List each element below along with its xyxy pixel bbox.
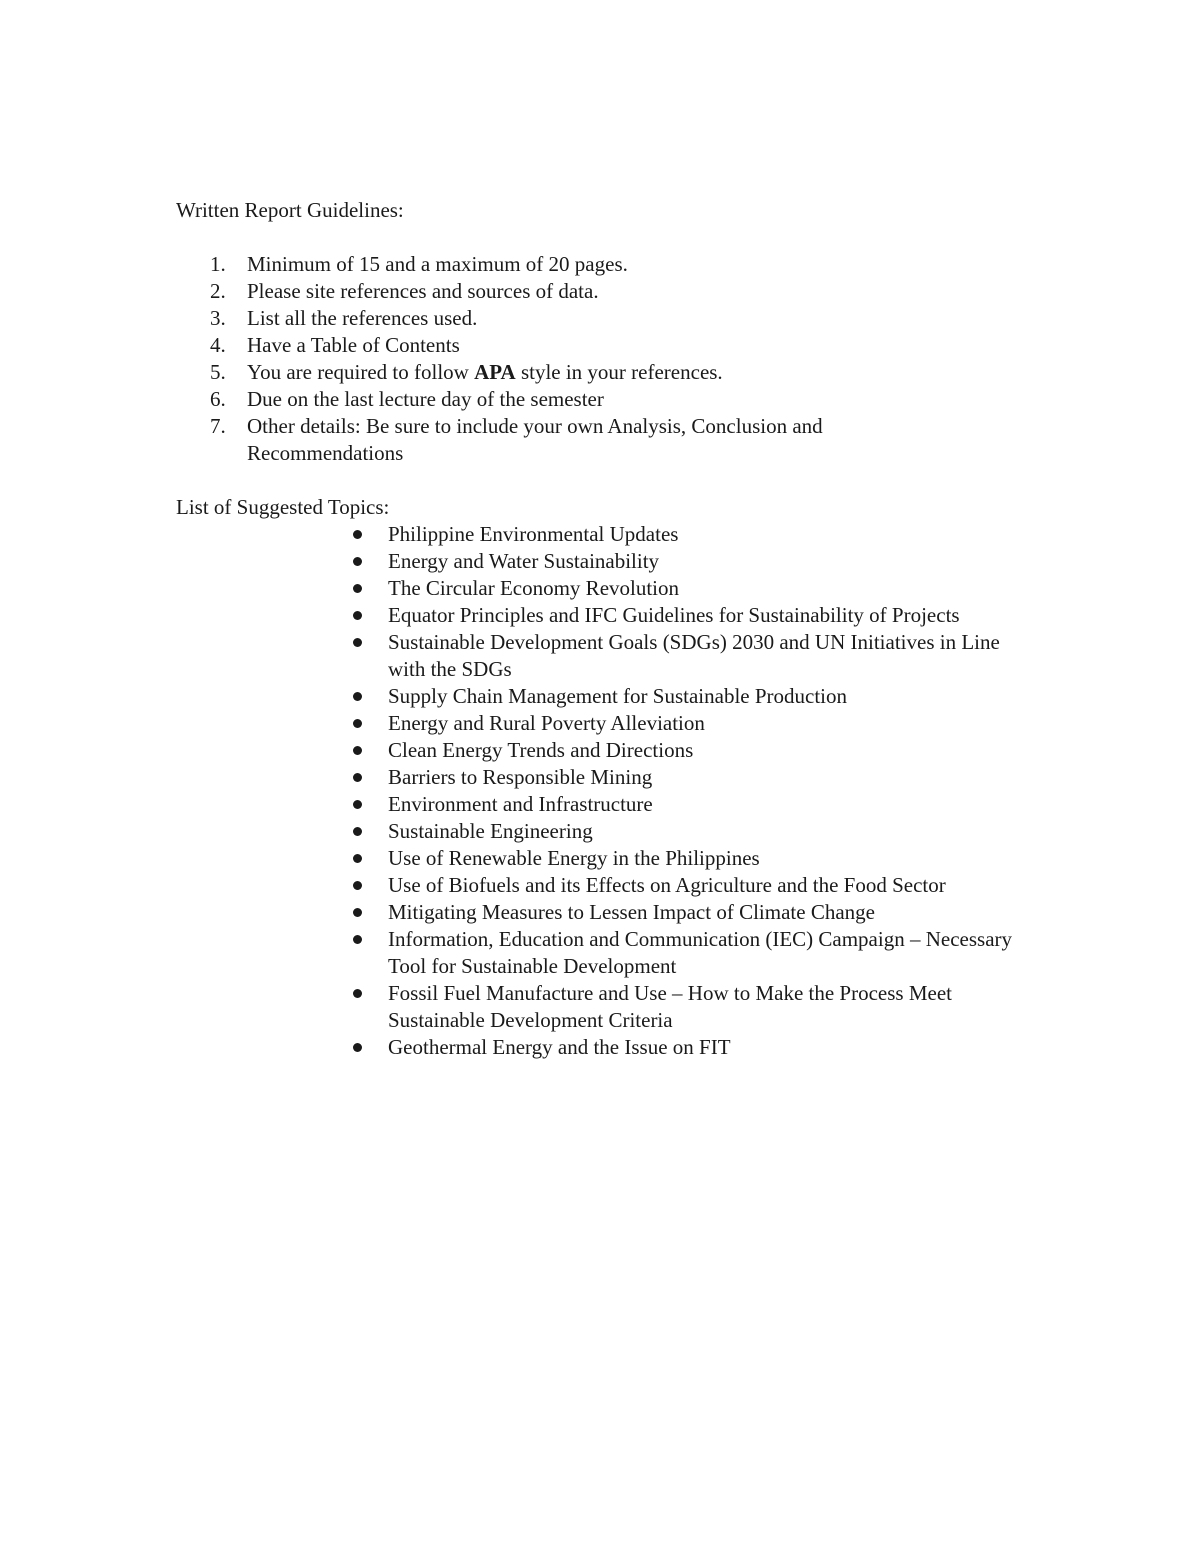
topic-item bbox=[350, 926, 1040, 980]
topic-item bbox=[350, 791, 1040, 818]
guideline-text: Other details: Be sure to include your own Analysis, Conclusion and Recommendations bbox=[247, 414, 823, 465]
bullet-icon bbox=[353, 719, 362, 728]
topic-item bbox=[350, 683, 1040, 710]
guideline-item bbox=[176, 413, 936, 467]
topic-text: Information, Education and Communication (IEC) Campaign – Necessary Tool for Sustainable Development bbox=[388, 927, 1013, 978]
guideline-number: 4. bbox=[210, 333, 226, 357]
bullet-icon bbox=[353, 800, 362, 809]
apa-emphasis: APA bbox=[474, 360, 516, 384]
topic-text: Fossil Fuel Manufacture and Use – How to Make the Process Meet Sustainable Development Criteria bbox=[388, 981, 952, 1032]
bullet-icon bbox=[353, 989, 362, 998]
bullet-icon bbox=[353, 746, 362, 755]
guideline-number: 7. bbox=[210, 414, 226, 438]
topics-heading: List of Suggested Topics: bbox=[176, 495, 390, 519]
topic-text: Use of Biofuels and its Effects on Agriculture and the Food Sector bbox=[388, 873, 946, 897]
bullet-icon bbox=[353, 827, 362, 836]
guideline-item bbox=[176, 278, 936, 305]
guideline-item bbox=[176, 332, 936, 359]
topic-item bbox=[350, 980, 1040, 1034]
topic-text: Use of Renewable Energy in the Philippines bbox=[388, 846, 760, 870]
topic-text: Mitigating Measures to Lessen Impact of Climate Change bbox=[388, 900, 875, 924]
guideline-text: Have a Table of Contents bbox=[247, 333, 460, 357]
topic-item bbox=[350, 602, 1040, 629]
guideline-item bbox=[176, 305, 936, 332]
topic-text: Sustainable Development Goals (SDGs) 2030 and UN Initiatives in Line with the SDGs bbox=[388, 630, 1000, 681]
topic-item bbox=[350, 764, 1040, 791]
guideline-number: 3. bbox=[210, 306, 226, 330]
topic-item bbox=[350, 575, 1040, 602]
topic-item bbox=[350, 1034, 1040, 1061]
topic-item bbox=[350, 710, 1040, 737]
bullet-icon bbox=[353, 692, 362, 701]
guideline-text: List all the references used. bbox=[247, 306, 478, 330]
topic-text: Supply Chain Management for Sustainable Production bbox=[388, 684, 848, 708]
topic-text: Energy and Water Sustainability bbox=[388, 549, 660, 573]
guidelines-list bbox=[176, 251, 936, 467]
bullet-icon bbox=[353, 908, 362, 917]
guidelines-heading: Written Report Guidelines: bbox=[176, 198, 404, 222]
topic-item bbox=[350, 899, 1040, 926]
guideline-item bbox=[176, 359, 936, 386]
guideline-number: 2. bbox=[210, 279, 226, 303]
guideline-number: 1. bbox=[210, 252, 226, 276]
bullet-icon bbox=[353, 881, 362, 890]
guideline-text: Due on the last lecture day of the semester bbox=[247, 387, 604, 411]
bullet-icon bbox=[353, 1043, 362, 1052]
topic-text: Geothermal Energy and the Issue on FIT bbox=[388, 1035, 731, 1059]
topic-item bbox=[350, 629, 1040, 683]
guideline-text-after: style in your references. bbox=[515, 360, 723, 384]
topic-item bbox=[350, 845, 1040, 872]
topic-item bbox=[350, 737, 1040, 764]
bullet-icon bbox=[353, 638, 362, 647]
bullet-icon bbox=[353, 935, 362, 944]
topic-text: Barriers to Responsible Mining bbox=[388, 765, 653, 789]
topics-list bbox=[350, 521, 1040, 1061]
guideline-text-before: You are required to follow bbox=[247, 360, 475, 384]
topic-text: Philippine Environmental Updates bbox=[388, 522, 679, 546]
topic-item bbox=[350, 818, 1040, 845]
guideline-item bbox=[176, 386, 936, 413]
bullet-icon bbox=[353, 557, 362, 566]
guideline-text: Please site references and sources of data. bbox=[247, 279, 599, 303]
topic-item bbox=[350, 548, 1040, 575]
topic-text: Clean Energy Trends and Directions bbox=[388, 738, 694, 762]
guideline-item bbox=[176, 251, 936, 278]
bullet-icon bbox=[353, 854, 362, 863]
guideline-text: Minimum of 15 and a maximum of 20 pages. bbox=[247, 252, 628, 276]
topic-text: Environment and Infrastructure bbox=[388, 792, 653, 816]
bullet-icon bbox=[353, 773, 362, 782]
topic-text: Equator Principles and IFC Guidelines for Sustainability of Projects bbox=[388, 603, 960, 627]
topic-text: The Circular Economy Revolution bbox=[388, 576, 680, 600]
bullet-icon bbox=[353, 584, 362, 593]
topic-item bbox=[350, 872, 1040, 899]
guideline-number: 6. bbox=[210, 387, 226, 411]
bullet-icon bbox=[353, 530, 362, 539]
bullet-icon bbox=[353, 611, 362, 620]
topic-text: Energy and Rural Poverty Alleviation bbox=[388, 711, 705, 735]
topic-text: Sustainable Engineering bbox=[388, 819, 593, 843]
topic-item bbox=[350, 521, 1040, 548]
guideline-number: 5. bbox=[210, 360, 226, 384]
